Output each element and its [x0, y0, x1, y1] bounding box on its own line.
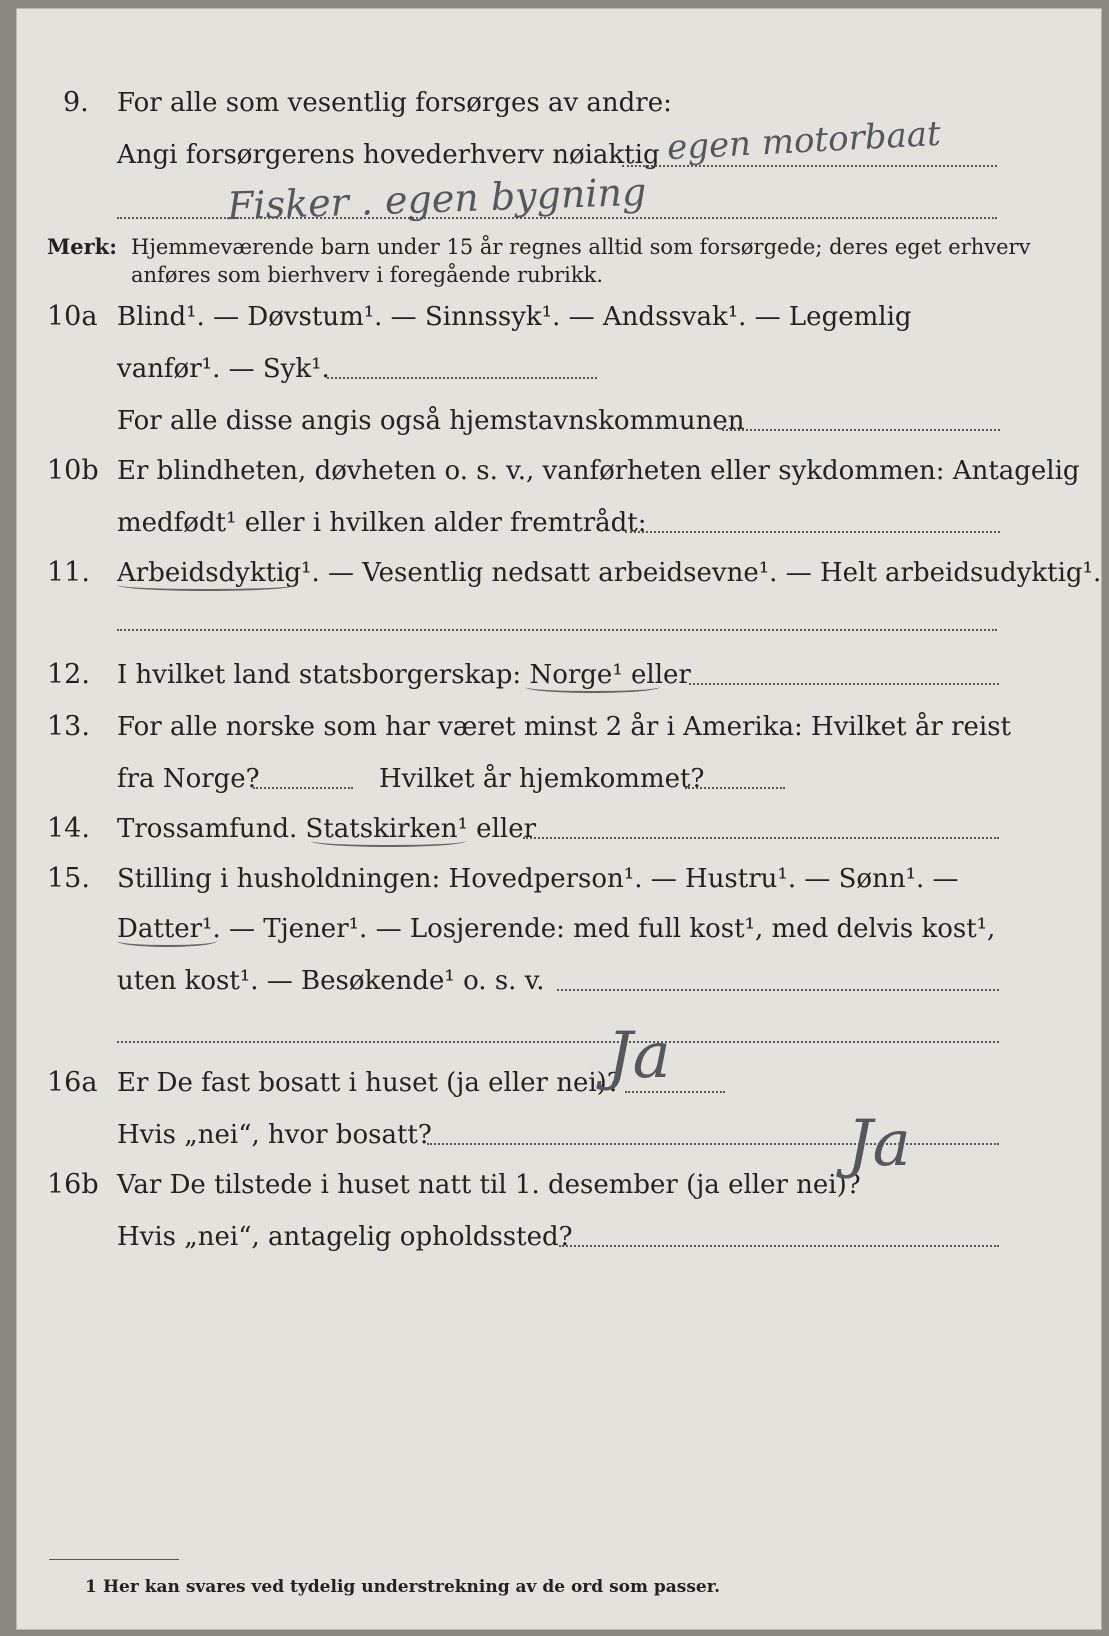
q10a-text-line2: vanfør¹. — Syk¹.	[117, 354, 330, 384]
q9-handwritten-answer1: egen motorbaat	[666, 113, 942, 169]
q11-text-line1: Arbeidsdyktig¹. — Vesentlig nedsatt arbeidsevne¹. — Helt arbeidsudyktig¹.	[117, 558, 1102, 588]
footnote-text: Her kan svares ved tydelig understrekning av de ord som passer.	[103, 1577, 721, 1597]
q9-text-line2: Angi forsørgerens hovederhverv nøiaktig	[117, 140, 660, 170]
q10b-answer-line[interactable]	[625, 531, 1000, 533]
census-form-page	[16, 8, 1102, 1630]
q13-text-line1: For alle norske som har været minst 2 år i Amerika: Hvilket år reist	[117, 712, 1011, 742]
q16b-number: 16b	[47, 1169, 99, 1200]
q9-text-line1: For alle som vesentlig forsørges av andre:	[117, 88, 672, 118]
q13-text-line2b: Hvilket år hjemkommet?	[379, 764, 705, 794]
q15-text-line3: uten kost¹. — Besøkende¹ o. s. v.	[117, 966, 545, 996]
q13-answer-line-hjemkommet[interactable]	[685, 787, 785, 789]
merk-text-line2: anføres som bierhverv i foregående rubrikk.	[131, 263, 604, 287]
merk-label: Merk:	[47, 234, 117, 259]
q10a-text-line3: For alle disse angis også hjemstavnskommunen	[117, 406, 745, 436]
q14-text-line1: Trossamfund. Statskirken¹ eller	[117, 814, 537, 844]
q16b-answer-line[interactable]	[559, 1245, 999, 1247]
q15-answer-line2[interactable]	[117, 1041, 999, 1043]
footnote-marker: 1	[85, 1577, 97, 1597]
q15-number: 15.	[47, 863, 90, 894]
q14-number: 14.	[47, 813, 90, 844]
q12-number: 12.	[47, 659, 90, 690]
q15-underline-mark	[117, 935, 217, 947]
q10a-number: 10a	[47, 301, 98, 332]
q10a-text-line1: Blind¹. — Døvstum¹. — Sinnssyk¹. — Andssvak¹. — Legemlig	[117, 302, 912, 332]
q13-text-line2a: fra Norge?	[117, 764, 260, 794]
q16a-number: 16a	[47, 1067, 98, 1098]
q12-text-line1: I hvilket land statsborgerskap: Norge¹ eller	[117, 660, 691, 690]
q9-handwritten-answer2: Fisker . egen bygning	[226, 169, 647, 229]
q15-text-line2: Datter¹. — Tjener¹. — Losjerende: med full kost¹, med delvis kost¹,	[117, 914, 996, 944]
q16b-handwritten-answer: Ja	[847, 1107, 911, 1181]
q15-answer-line1[interactable]	[557, 989, 999, 991]
q10a-answer-line1[interactable]	[327, 377, 597, 379]
q15-text-line1: Stilling i husholdningen: Hovedperson¹. — Hustru¹. — Sønn¹. —	[117, 864, 959, 894]
q10a-answer-line2[interactable]	[722, 429, 1000, 431]
q9-number: 9.	[63, 87, 89, 118]
q10b-text-line1: Er blindheten, døvheten o. s. v., vanførheten eller sykdommen: Antagelig	[117, 456, 1080, 486]
q13-number: 13.	[47, 711, 90, 742]
q16b-text-line2: Hvis „nei“, antagelig opholdssted?	[117, 1222, 573, 1252]
q11-answer-line[interactable]	[117, 629, 997, 631]
q11-underline-mark	[117, 579, 297, 591]
merk-text-line1: Hjemmeværende barn under 15 år regnes alltid som forsørgede; deres eget erhverv	[131, 235, 1031, 259]
q16a-text-line2: Hvis „nei“, hvor bosatt?	[117, 1120, 432, 1150]
q16a-answer-line2[interactable]	[427, 1143, 999, 1145]
q10b-number: 10b	[47, 455, 99, 486]
footnote-rule	[49, 1559, 179, 1560]
q12-underline-mark	[525, 681, 660, 693]
q13-answer-line-reist[interactable]	[253, 787, 353, 789]
q14-underline-mark	[311, 835, 466, 847]
q16a-handwritten-answer: Ja	[607, 1019, 671, 1093]
q10b-text-line2: medfødt¹ eller i hvilken alder fremtrådt:	[117, 508, 647, 538]
q16a-text-line1: Er De fast bosatt i huset (ja eller nei)?	[117, 1068, 621, 1098]
q16b-text-line1: Var De tilstede i huset natt til 1. desember (ja eller nei)?	[117, 1170, 861, 1200]
q14-answer-line[interactable]	[523, 837, 999, 839]
q12-answer-line[interactable]	[689, 683, 999, 685]
q11-number: 11.	[47, 557, 90, 588]
